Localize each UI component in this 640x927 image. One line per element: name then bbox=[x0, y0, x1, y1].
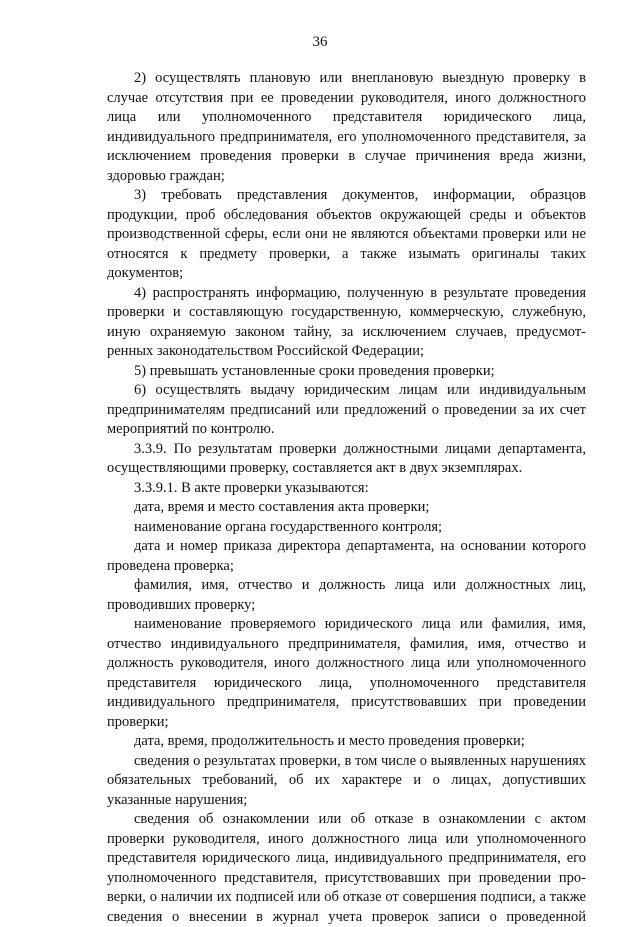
paragraph-item-4: 4) распространять информацию, полученную в результате проведения проверки и составляющую государственную, коммерческую, служебную, иную охраняемую законом тайну, за исключением случаев, предусмот-ренных законодательством Российской Федерации; bbox=[107, 284, 586, 359]
paragraph-item-2: 2) осуществлять плановую или внеплановую выездную проверку в случае отсутствия при ее проведении руководителя, иного должностного лица или уполномоченного представителя юридического лица, индивидуального предпринимателя, его уполномоченного представителя, за исключением проведения проверки в случае причинения вреда жизни, здоровью граждан; bbox=[107, 70, 586, 184]
paragraph-item-3: 3) требовать представления документов, информации, образцов продукции, проб обследования объектов окружающей среды и объектов производственной сферы, если они не являются объектами проверки или не относятся к предмету проверки, а также изымать оригиналы таких документов; bbox=[107, 187, 586, 281]
paragraph-section-3-3-9: 3.3.9. По результатам проверки должностными лицами департамента, осуществляющими проверку, составляется акт в двух экземплярах. bbox=[107, 440, 586, 476]
act-field-inspection-timing: дата, время, продолжительность и место проведения проверки; bbox=[134, 733, 525, 749]
paragraph-section-3-3-9-1: 3.3.9.1. В акте проверки указываются: bbox=[134, 479, 369, 496]
act-field-order-details: дата и номер приказа директора департамента, на основании которого проведена проверка; bbox=[107, 538, 586, 574]
act-field-inspectors: фамилия, имя, отчество и должность лица или должностных лиц, проводивших проверку; bbox=[107, 577, 586, 613]
document-body bbox=[107, 69, 586, 927]
paragraph-item-6: 6) осуществлять выдачу юридическим лицам или индивидуальным предпринимателям предписаний или предложений о проведении за их счет мероприятий по контролю. bbox=[107, 382, 586, 437]
act-field-control-body: наименование органа государственного контроля; bbox=[134, 518, 443, 535]
act-field-date-time-place: дата, время и место составления акта проверки; bbox=[134, 499, 430, 515]
act-field-acknowledgement: сведения об ознакомлении или об отказе в ознакомлении с актом проверки руководителя, иного должностного лица или уполномоченного представителя юридического лица, индивидуального предпринимателя, его уполномоченного представителя, присутствовавших при проведении про-верки, о наличии их подписей или об отказе от совершения подписи, а также сведения о внесении в журнал учета проверок записи о проведенной bbox=[107, 811, 586, 925]
act-field-inspected-entity: наименование проверяемого юридического лица или фамилия, имя, отчество индивидуального предпринимателя, фамилия, имя, отчество и должность руководителя, иного должностного лица или уполномоченного представителя юридического лица, уполномоченного представителя индивидуального предпринимателя, присутствовавших при проведении проверки; bbox=[107, 616, 586, 730]
paragraph-item-5: 5) превышать установленные сроки проведения проверки; bbox=[134, 362, 495, 379]
act-field-inspection-results: сведения о результатах проверки, в том числе о выявленных нарушениях обязательных требований, об их характере и о лицах, допустивших указанные нарушения; bbox=[107, 752, 586, 808]
page-number: 36 bbox=[312, 34, 328, 50]
